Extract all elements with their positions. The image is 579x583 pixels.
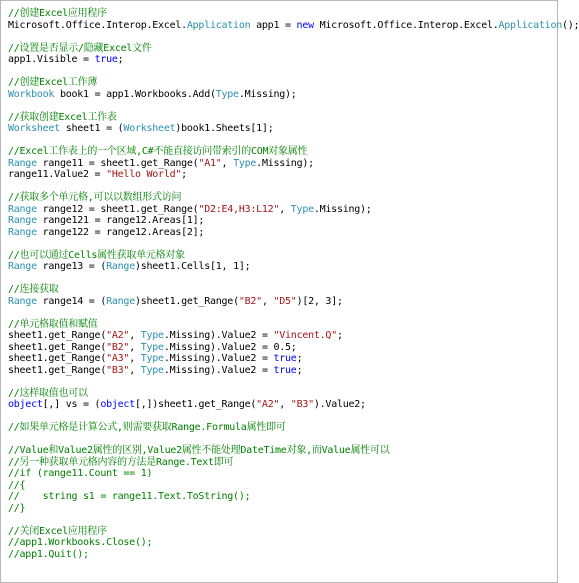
code-line <box>8 549 553 561</box>
code-text-token: range12 = sheet1.get_Range( <box>36 203 199 215</box>
code-line <box>8 192 553 204</box>
code-line <box>8 146 553 158</box>
code-text-token: , <box>129 364 141 376</box>
code-text-token: range122 = range12.Areas[2]; <box>36 226 205 238</box>
type-token: Worksheet <box>8 123 60 134</box>
keyword-token: new <box>296 19 314 31</box>
code-line <box>8 250 553 262</box>
comment-token: //获取创建Excel工作表 <box>8 111 117 123</box>
code-text-token: , <box>221 157 234 169</box>
code-text-token: [,])sheet1.get_Range( <box>134 399 257 410</box>
code-text-token: .Missing).Value2 = <box>163 353 274 364</box>
code-text-token: range121 = range12.Areas[1]; <box>36 215 205 226</box>
code-text-token: Microsoft.Office.Interop.Excel. <box>313 19 499 31</box>
comment-token: //} <box>8 502 26 514</box>
type-token: Range <box>106 261 135 272</box>
string-token: "Vincent.Q" <box>273 330 337 341</box>
code-text-token: ; <box>336 330 343 341</box>
blank-code-line <box>8 238 553 250</box>
code-text-token: , <box>279 399 291 410</box>
type-token: Application <box>186 19 251 31</box>
comment-token: //创建Excel工作薄 <box>8 77 98 88</box>
code-text-token: sheet1.get_Range( <box>8 330 107 341</box>
blank-code-line <box>8 66 553 78</box>
type-token: Workbook <box>8 88 55 100</box>
code-text-token: .Missing).Value2 = <box>163 330 274 341</box>
code-text-token: , <box>129 353 141 364</box>
string-token: "B3" <box>290 399 314 410</box>
string-token: "Hello World" <box>106 169 182 180</box>
keyword-token: object <box>100 399 135 410</box>
code-line <box>8 54 553 66</box>
code-line <box>8 503 553 515</box>
code-text-token: ).Value2; <box>313 399 366 410</box>
code-text-token: , <box>129 341 141 353</box>
blank-code-line <box>8 376 553 388</box>
string-token: "A3" <box>106 353 130 364</box>
string-token: "B2" <box>106 341 130 353</box>
code-line <box>8 330 553 342</box>
string-token: "A2" <box>256 399 280 410</box>
code-line <box>8 342 553 354</box>
code-text-token: app1.Visible = <box>8 54 95 65</box>
type-token: Type <box>140 353 164 364</box>
code-text-token: .Missing).Value2 = <box>163 364 274 376</box>
code-text-token: range11 = sheet1.get_Range( <box>36 157 199 169</box>
keyword-token: true <box>94 54 118 65</box>
string-token: "D5" <box>273 295 297 307</box>
code-text-token: sheet1.get_Range( <box>8 341 107 353</box>
code-line <box>8 526 553 538</box>
code-text-token: (); <box>562 19 579 31</box>
code-line <box>8 537 553 549</box>
code-line <box>8 491 553 503</box>
code-text-token: )[2, 3]; <box>296 295 343 307</box>
type-token: Type <box>233 157 257 169</box>
code-line <box>8 399 553 411</box>
code-text-token: .Missing); <box>256 157 314 169</box>
code-line <box>8 353 553 365</box>
string-token: "B3" <box>106 364 130 376</box>
comment-token: //Excel工作表上的一个区域,C#不能直接访问带索引的COM对象属性 <box>8 146 308 157</box>
code-line <box>8 19 579 32</box>
blank-code-line <box>8 307 553 319</box>
blank-code-line <box>8 273 553 285</box>
code-text-token: book1 = app1.Workbooks.Add( <box>54 88 216 100</box>
type-token: Range <box>8 295 37 307</box>
code-line <box>8 169 553 181</box>
comment-token: //另一种获取单元格内容的方法是Range.Text即可 <box>8 456 234 468</box>
code-text-token: , <box>279 203 291 215</box>
comment-token: // string s1 = range11.Text.ToString(); <box>8 491 251 502</box>
type-token: Range <box>8 157 37 169</box>
string-token: "A1" <box>198 157 222 169</box>
code-editor-view <box>8 8 579 560</box>
type-token: Worksheet <box>123 123 176 134</box>
blank-code-line <box>8 135 553 147</box>
code-text-token: app1 = <box>250 19 297 31</box>
code-text-token: range13 = ( <box>36 261 107 272</box>
comment-token: //获取多个单元格,可以以数组形式访问 <box>8 192 182 203</box>
blank-code-line <box>8 100 553 112</box>
type-token: Type <box>140 341 164 353</box>
type-token: Range <box>106 295 135 307</box>
comment-token: //如果单元格是计算公式,则需要获取Range.Formula属性即可 <box>8 422 286 433</box>
code-text-token: .Missing); <box>238 88 297 100</box>
comment-token: //单元格取值和赋值 <box>8 318 98 330</box>
code-line <box>8 388 553 400</box>
code-line <box>8 468 553 480</box>
code-line <box>8 261 553 273</box>
string-token: "A2" <box>106 330 130 341</box>
blank-code-line <box>8 411 553 423</box>
comment-token: //app1.Quit(); <box>8 548 89 560</box>
comment-token: //这样取值也可以 <box>8 387 88 399</box>
code-line <box>8 227 553 239</box>
code-text-token: .Missing); <box>313 203 372 215</box>
code-text-token: ; <box>117 54 124 65</box>
code-text-token: )book1.Sheets[1]; <box>175 123 274 134</box>
type-token: Type <box>140 330 164 341</box>
code-text-token: range14 = ( <box>36 295 107 307</box>
code-text-token: ; <box>296 353 303 364</box>
blank-code-line <box>8 514 553 526</box>
code-line <box>8 112 553 124</box>
code-line <box>8 43 553 55</box>
type-token: Range <box>8 226 37 238</box>
type-token: Range <box>8 261 37 272</box>
code-text-token: sheet1.get_Range( <box>8 353 107 364</box>
type-token: Type <box>140 364 164 376</box>
code-line <box>8 422 553 434</box>
code-line <box>8 158 553 170</box>
code-text-token: .Missing).Value2 = 0.5; <box>163 341 297 353</box>
code-text-token: [,] vs = ( <box>42 399 101 410</box>
keyword-token: true <box>273 364 297 376</box>
code-line <box>8 8 553 20</box>
comment-token: //Value和Value2属性的区别,Value2属性不能处理DateTime对象,而Value属性可以 <box>8 445 390 456</box>
comment-token: //也可以通过Cells属性获取单元格对象 <box>8 249 185 261</box>
code-line <box>8 457 553 469</box>
type-token: Application <box>498 19 562 31</box>
string-token: "D2:E4,H3:L12" <box>198 203 280 215</box>
keyword-token: object <box>8 399 43 410</box>
comment-token: //关闭Excel应用程序 <box>8 525 107 537</box>
code-line <box>8 123 553 135</box>
code-line <box>8 296 553 308</box>
code-text-token: sheet1.get_Range( <box>8 364 107 376</box>
comment-token: //连接获取 <box>8 284 59 295</box>
code-text-token: ; <box>296 364 303 376</box>
code-line <box>8 445 553 457</box>
code-line <box>8 480 553 492</box>
keyword-token: true <box>273 353 297 364</box>
code-line <box>8 204 553 216</box>
code-text-token: ; <box>181 169 187 180</box>
blank-code-line <box>8 181 553 193</box>
blank-code-line <box>8 31 553 43</box>
code-text-token: Microsoft.Office.Interop.Excel. <box>8 19 187 31</box>
code-line <box>8 365 553 377</box>
blank-code-line <box>8 434 553 446</box>
code-line <box>8 215 553 227</box>
type-token: Range <box>8 203 37 215</box>
code-line <box>8 284 553 296</box>
comment-token: //app1.Workbooks.Close(); <box>8 537 153 548</box>
code-text-token: sheet1 = ( <box>59 123 124 134</box>
comment-token: //if (range11.Count == 1) <box>8 468 153 479</box>
code-text-token: range11.Value2 = <box>8 169 107 180</box>
type-token: Type <box>290 203 314 215</box>
comment-token: //设置是否显示/隐藏Excel文件 <box>8 42 152 54</box>
code-line <box>8 89 553 101</box>
type-token: Type <box>215 88 239 100</box>
string-token: "B2" <box>238 295 262 307</box>
code-text-token: , <box>261 295 274 307</box>
code-line <box>8 319 553 331</box>
code-text-token: , <box>129 330 141 341</box>
type-token: Range <box>8 215 37 226</box>
code-line <box>8 77 553 89</box>
code-text-token: )sheet1.get_Range( <box>134 295 239 307</box>
comment-token: //创建Excel应用程序 <box>8 8 107 19</box>
comment-token: //{ <box>8 479 26 491</box>
code-text-token: )sheet1.Cells[1, 1]; <box>134 261 251 272</box>
